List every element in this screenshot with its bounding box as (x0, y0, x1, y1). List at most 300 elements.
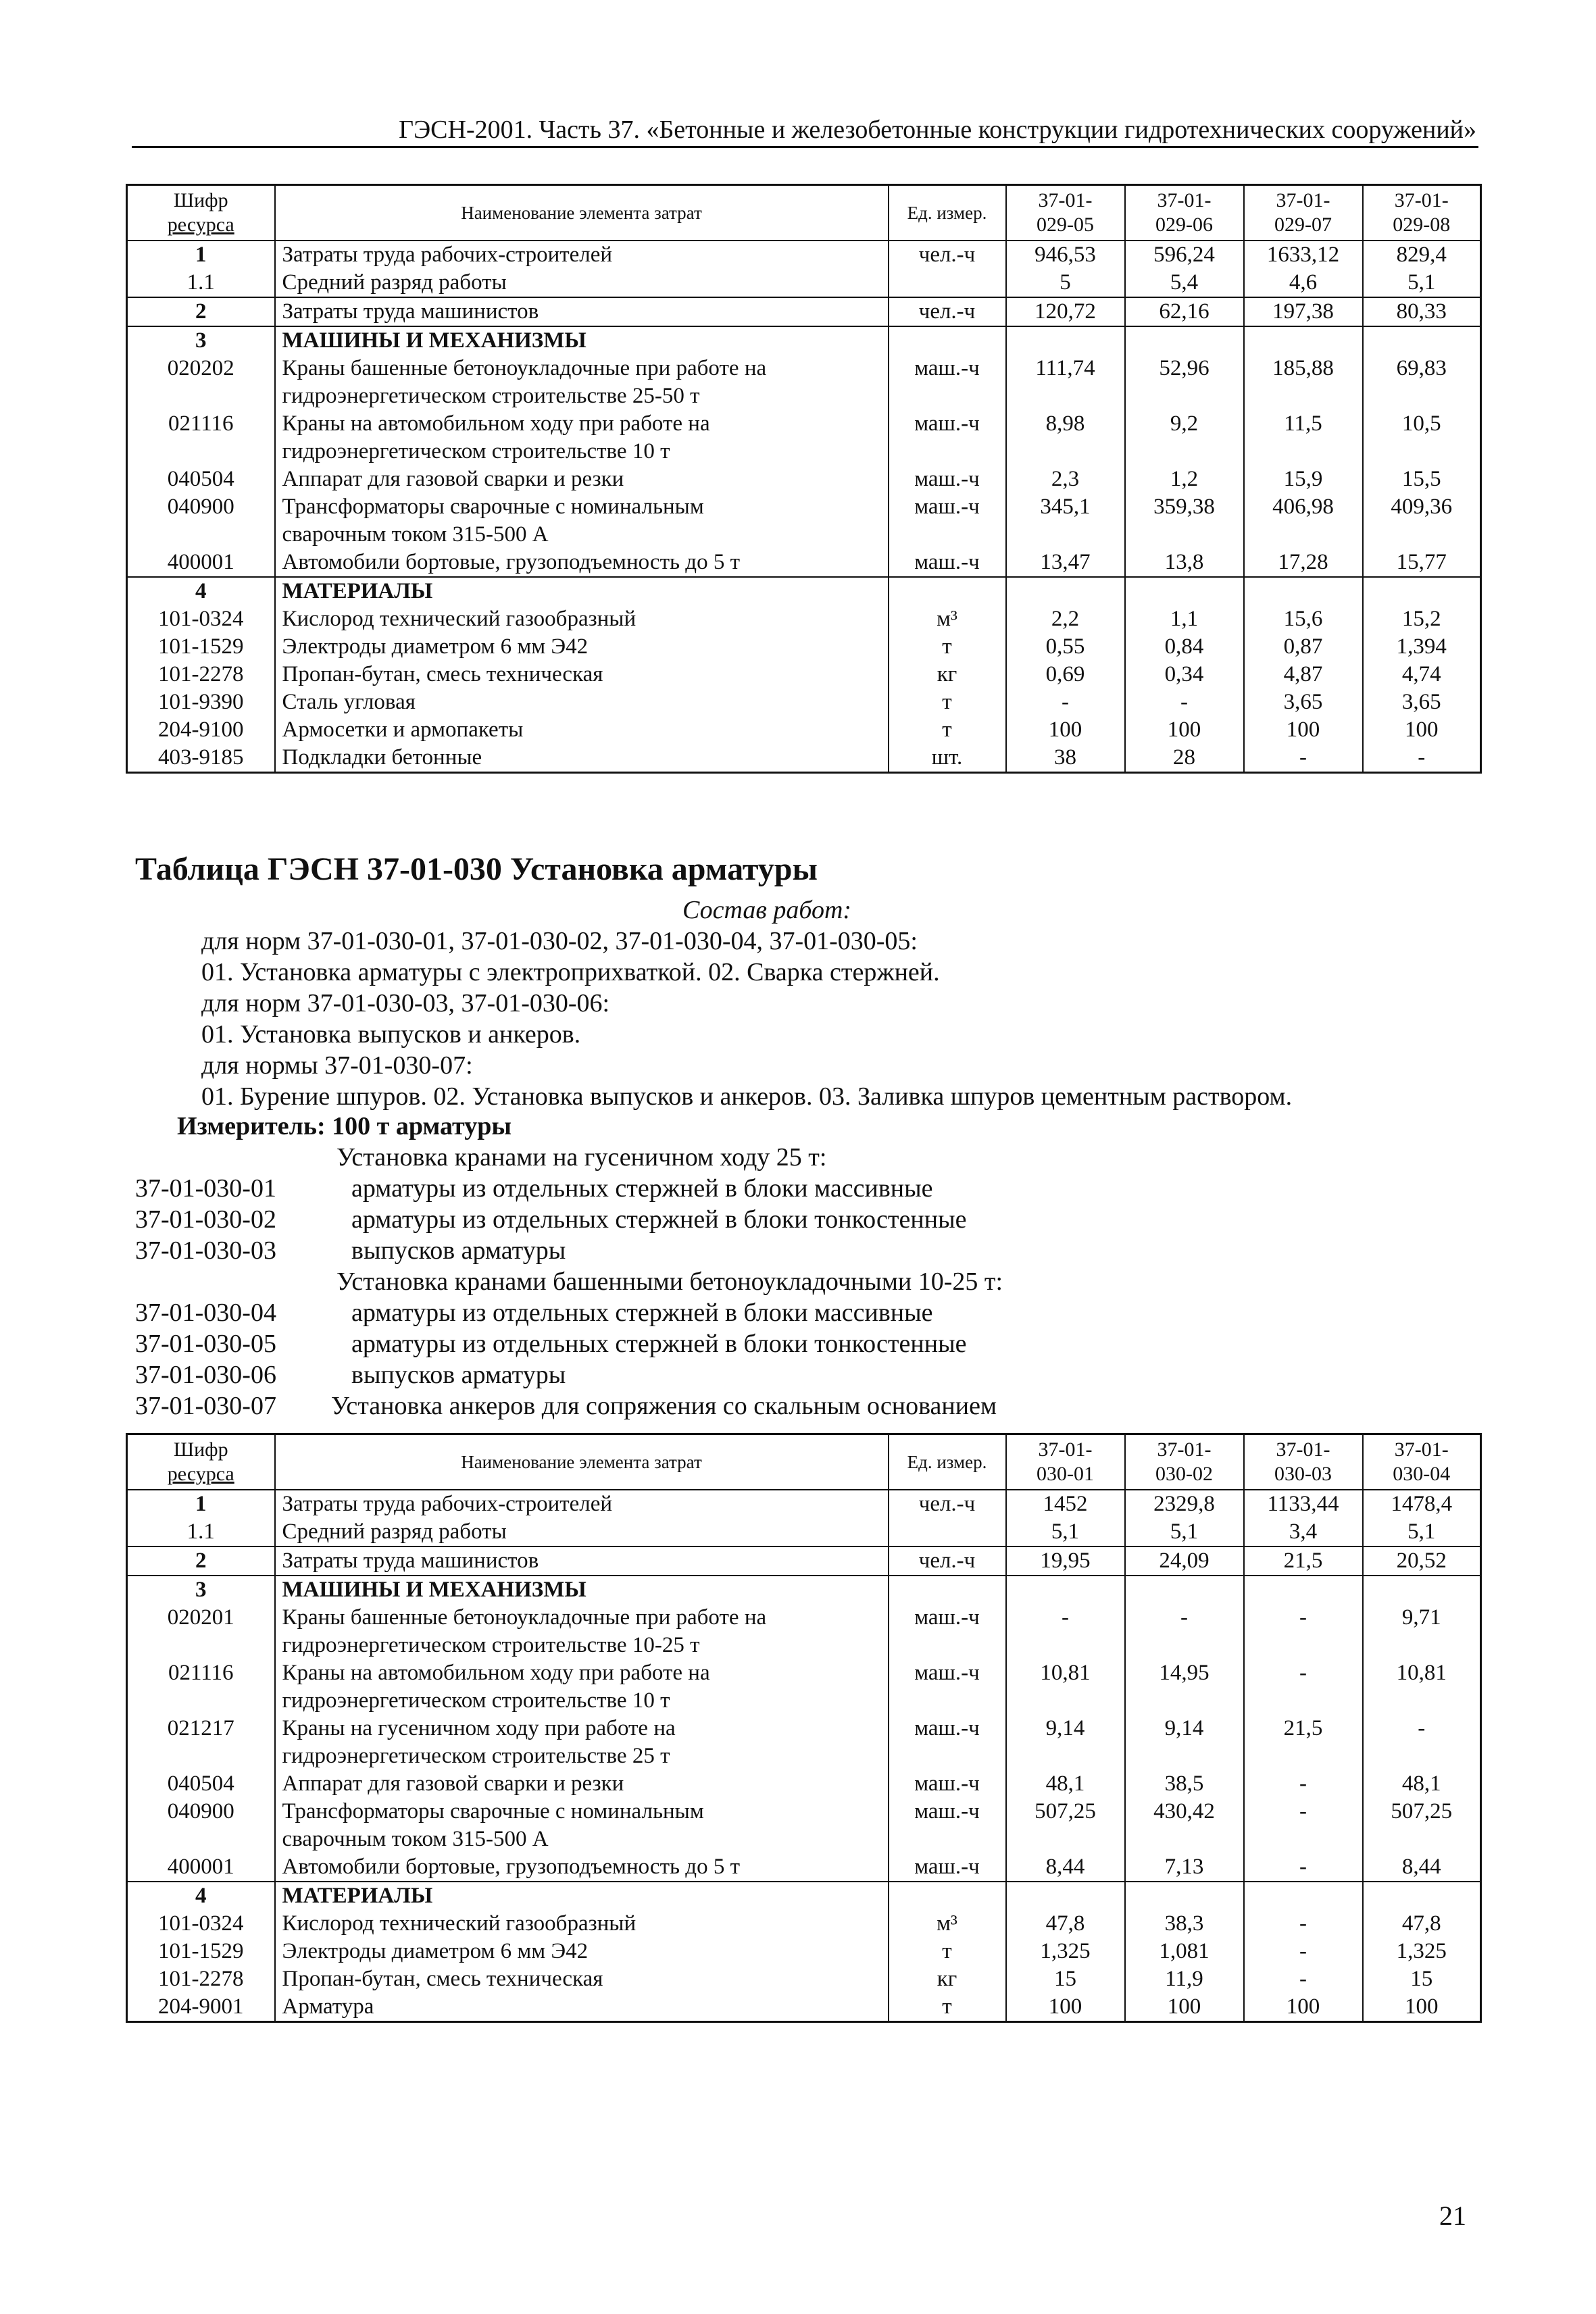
table-row (127, 1518, 1481, 1546)
resource-code: 020202 (127, 355, 275, 410)
norm-value: 100 (1006, 1993, 1125, 2022)
element-name-line: Затраты труда рабочих-строителей (282, 243, 613, 267)
element-name (275, 241, 889, 269)
unit-of-measure (889, 1882, 1006, 1910)
norm-value: 13,8 (1125, 549, 1244, 577)
unit-of-measure: т (889, 716, 1006, 744)
norm-value: 596,24 (1125, 241, 1244, 269)
element-name-line: Автомобили бортовые, грузоподъемность до 5 т (282, 1855, 740, 1879)
norm-value (1363, 1882, 1481, 1910)
norm-value: 100 (1006, 716, 1125, 744)
norm-value: 15,5 (1363, 466, 1481, 493)
norm-value: 3,4 (1244, 1518, 1363, 1546)
element-name (275, 549, 889, 577)
resource-code: 3 (127, 326, 275, 355)
page-number: 21 (1439, 2200, 1466, 2231)
norm-col-l1: 37-01- (1394, 189, 1449, 211)
norm-value: 4,87 (1244, 661, 1363, 688)
header-code-line1: Шифр (173, 1438, 228, 1461)
element-name-line: Электроды диаметром 6 мм Э42 (282, 1939, 589, 1963)
norm-value: 4,6 (1244, 269, 1363, 297)
table-row (127, 688, 1481, 716)
resource-code: 020201 (127, 1604, 275, 1659)
unit-of-measure: маш.-ч (889, 1715, 1006, 1770)
element-name-line: Аппарат для газовой сварки и резки (282, 1771, 624, 1796)
table-body (127, 1490, 1481, 2022)
element-name (275, 1938, 889, 1965)
resource-table-029 (126, 184, 1482, 774)
resource-code: 204-9001 (127, 1993, 275, 2022)
norm-value: 20,52 (1363, 1546, 1481, 1576)
table-row (127, 633, 1481, 661)
resource-code: 101-2278 (127, 1965, 275, 1993)
norm-value: 507,25 (1363, 1798, 1481, 1853)
resource-code: 1 (127, 1490, 275, 1518)
element-name (275, 269, 889, 297)
norm-value: 11,5 (1244, 410, 1363, 466)
resource-code: 101-9390 (127, 688, 275, 716)
element-name-line: Трансформаторы сварочные с номинальным (282, 495, 704, 519)
norm-value: 0,34 (1125, 661, 1244, 688)
norm-value: 1478,4 (1363, 1490, 1481, 1518)
composition-label: Состав работ: (682, 896, 852, 924)
norm-value: 100 (1363, 716, 1481, 744)
norm-description: арматуры из отдельных стержней в блоки тонкостенные (351, 1330, 967, 1358)
table-row (127, 1938, 1481, 1965)
element-name (275, 716, 889, 744)
norm-value: 7,13 (1125, 1853, 1244, 1882)
norm-value: 2329,8 (1125, 1490, 1244, 1518)
element-name (275, 1910, 889, 1938)
resource-code: 021116 (127, 410, 275, 466)
resource-code: 4 (127, 577, 275, 605)
norm-value: 359,38 (1125, 493, 1244, 549)
element-name (275, 633, 889, 661)
table-row (127, 466, 1481, 493)
composition-line: 01. Установка выпусков и анкеров. (201, 1020, 581, 1049)
norm-value (1125, 326, 1244, 355)
norm-value: 11,9 (1125, 1965, 1244, 1993)
element-name-line: Краны на гусеничном ходу при работе на (282, 1716, 676, 1740)
header-norm-col (1125, 185, 1244, 241)
norm-code: 37-01-030-06 (135, 1361, 276, 1389)
element-name-line: сварочным током 315-500 А (282, 522, 549, 547)
norm-value: 2,3 (1006, 466, 1125, 493)
table-row (127, 1770, 1481, 1798)
norm-value: 47,8 (1363, 1910, 1481, 1938)
element-name (275, 1770, 889, 1798)
norm-value (1363, 577, 1481, 605)
norm-value: 946,53 (1006, 241, 1125, 269)
unit-of-measure: маш.-ч (889, 466, 1006, 493)
norm-value: 100 (1244, 716, 1363, 744)
norm-value: 10,81 (1006, 1659, 1125, 1715)
unit-of-measure: маш.-ч (889, 1798, 1006, 1853)
unit-of-measure: чел.-ч (889, 297, 1006, 326)
resource-code: 2 (127, 1546, 275, 1576)
norm-value (1363, 326, 1481, 355)
norm-description: арматуры из отдельных стержней в блоки тонкостенные (351, 1205, 967, 1234)
norm-value: 15,6 (1244, 605, 1363, 633)
unit-of-measure: т (889, 688, 1006, 716)
element-name (275, 744, 889, 773)
norm-col-l1: 37-01- (1394, 1438, 1449, 1461)
norm-value: 21,5 (1244, 1546, 1363, 1576)
norm-value: 1133,44 (1244, 1490, 1363, 1518)
norm-value: 21,5 (1244, 1715, 1363, 1770)
norm-value: 3,65 (1363, 688, 1481, 716)
composition-line: для нормы 37-01-030-07: (201, 1051, 473, 1080)
table-row (127, 326, 1481, 355)
header-norm-col (1363, 185, 1481, 241)
element-name (275, 1882, 889, 1910)
element-name-line: Краны башенные бетоноукладочные при работе на (282, 1605, 767, 1630)
table-row (127, 605, 1481, 633)
norm-value: 100 (1363, 1993, 1481, 2022)
element-name-line: Краны башенные бетоноукладочные при работе на (282, 356, 767, 380)
norm-value: 100 (1125, 716, 1244, 744)
norm-value: 8,44 (1006, 1853, 1125, 1882)
header-norm-col (1006, 1434, 1125, 1490)
norm-value: 38 (1006, 744, 1125, 773)
norm-value: 80,33 (1363, 297, 1481, 326)
norm-value: 9,71 (1363, 1604, 1481, 1659)
resource-code: 2 (127, 297, 275, 326)
norm-value: 48,1 (1006, 1770, 1125, 1798)
table-row (127, 241, 1481, 269)
element-name (275, 577, 889, 605)
norm-value: 1633,12 (1244, 241, 1363, 269)
table-row (127, 1659, 1481, 1715)
element-name (275, 1715, 889, 1770)
section-title: Таблица ГЭСН 37-01-030 Установка арматуры (135, 851, 818, 887)
norm-value: - (1244, 1965, 1363, 1993)
norm-value: 0,84 (1125, 633, 1244, 661)
element-name (275, 466, 889, 493)
norm-value (1125, 577, 1244, 605)
norm-value: 5,1 (1363, 1518, 1481, 1546)
norm-value (1244, 1576, 1363, 1604)
resource-code: 1.1 (127, 1518, 275, 1546)
norm-value: 0,55 (1006, 633, 1125, 661)
norm-code: 37-01-030-01 (135, 1174, 276, 1203)
table-row (127, 1546, 1481, 1576)
norm-value: - (1006, 1604, 1125, 1659)
unit-of-measure (889, 577, 1006, 605)
element-name-line: Автомобили бортовые, грузоподъемность до 5 т (282, 550, 740, 574)
norm-value: 1,1 (1125, 605, 1244, 633)
norm-value: 0,87 (1244, 633, 1363, 661)
unit-of-measure: маш.-ч (889, 493, 1006, 549)
norm-value: 120,72 (1006, 297, 1125, 326)
norm-value (1006, 326, 1125, 355)
table-body (127, 241, 1481, 773)
header-code-line1: Шифр (173, 189, 228, 211)
element-name-line: Пропан-бутан, смесь техническая (282, 662, 603, 686)
element-name-line: гидроэнергетическом строительстве 10-25 т (282, 1633, 700, 1657)
table-row (127, 577, 1481, 605)
norm-col-l2: 030-01 (1037, 1463, 1094, 1485)
norm-value: - (1244, 744, 1363, 773)
element-name-line: МАТЕРИАЛЫ (282, 1884, 433, 1908)
norm-value: 4,74 (1363, 661, 1481, 688)
resource-code: 101-0324 (127, 605, 275, 633)
norm-value: 1,325 (1363, 1938, 1481, 1965)
unit-of-measure: кг (889, 661, 1006, 688)
composition-line: 01. Установка арматуры с электроприхваткой. 02. Сварка стержней. (201, 958, 940, 986)
unit-of-measure: маш.-ч (889, 1853, 1006, 1882)
table-row (127, 1490, 1481, 1518)
norm-value: 1,325 (1006, 1938, 1125, 1965)
element-name-line: гидроэнергетическом строительстве 25 т (282, 1744, 670, 1768)
norm-col-l2: 030-04 (1393, 1463, 1451, 1485)
resource-code: 101-1529 (127, 1938, 275, 1965)
header-unit: Ед. измер. (889, 185, 1006, 241)
running-header: ГЭСН-2001. Часть 37. «Бетонные и железобетонные конструкции гидротехнических сооружений» (399, 116, 1476, 144)
unit-of-measure: маш.-ч (889, 1604, 1006, 1659)
table-row (127, 549, 1481, 577)
unit-of-measure: т (889, 1993, 1006, 2022)
element-name-line: Затраты труда машинистов (282, 1549, 539, 1573)
unit-of-measure: кг (889, 1965, 1006, 1993)
resource-code: 3 (127, 1576, 275, 1604)
unit-of-measure: маш.-ч (889, 549, 1006, 577)
resource-code: 400001 (127, 549, 275, 577)
element-name (275, 1993, 889, 2022)
table-row (127, 493, 1481, 549)
element-name-line: гидроэнергетическом строительстве 25-50 т (282, 384, 700, 408)
composition-line: для норм 37-01-030-01, 37-01-030-02, 37-01-030-04, 37-01-030-05: (201, 927, 918, 955)
unit-of-measure (889, 326, 1006, 355)
element-name-line: Кислород технический газообразный (282, 1911, 637, 1936)
element-name (275, 326, 889, 355)
unit-of-measure: маш.-ч (889, 1659, 1006, 1715)
table-row (127, 716, 1481, 744)
element-name-line: Средний разряд работы (282, 1519, 507, 1544)
norm-value: 15,77 (1363, 549, 1481, 577)
element-name-line: сварочным током 315-500 А (282, 1827, 549, 1851)
norm-description: арматуры из отдельных стержней в блоки массивные (351, 1174, 933, 1203)
table-row (127, 1604, 1481, 1659)
norm-col-l1: 37-01- (1276, 1438, 1330, 1461)
element-name (275, 1546, 889, 1576)
norm-value: - (1363, 1715, 1481, 1770)
norm-value: 47,8 (1006, 1910, 1125, 1938)
norm-value: 69,83 (1363, 355, 1481, 410)
resource-code: 021217 (127, 1715, 275, 1770)
element-name (275, 1490, 889, 1518)
norm-value: 14,95 (1125, 1659, 1244, 1715)
norm-value: 38,3 (1125, 1910, 1244, 1938)
table-row (127, 744, 1481, 773)
header-norm-col (1006, 185, 1125, 241)
element-name (275, 1853, 889, 1882)
norm-value: - (1244, 1853, 1363, 1882)
norm-value (1006, 1882, 1125, 1910)
norm-value: 9,14 (1006, 1715, 1125, 1770)
element-name-line: Подкладки бетонные (282, 745, 482, 770)
norm-value: 5 (1006, 269, 1125, 297)
norm-value: 52,96 (1125, 355, 1244, 410)
element-name (275, 297, 889, 326)
element-name-line: Кислород технический газообразный (282, 607, 637, 631)
norm-value: 1,394 (1363, 633, 1481, 661)
norm-col-l2: 029-06 (1155, 213, 1213, 236)
norm-description: выпусков арматуры (351, 1236, 566, 1265)
unit-of-measure: т (889, 1938, 1006, 1965)
norm-value: - (1244, 1938, 1363, 1965)
norm-value: 9,14 (1125, 1715, 1244, 1770)
resource-code: 1 (127, 241, 275, 269)
norm-col-l2: 029-07 (1274, 213, 1332, 236)
header-element-name: Наименование элемента затрат (275, 1434, 889, 1490)
unit-of-measure: чел.-ч (889, 1490, 1006, 1518)
norm-value: 5,1 (1006, 1518, 1125, 1546)
norm-value (1006, 577, 1125, 605)
element-name (275, 605, 889, 633)
norm-value (1244, 326, 1363, 355)
element-name (275, 1965, 889, 1993)
header-element-name: Наименование элемента затрат (275, 185, 889, 241)
norm-value: 100 (1244, 1993, 1363, 2022)
norm-value (1363, 1576, 1481, 1604)
norm-value: 15 (1006, 1965, 1125, 1993)
norm-value: 5,1 (1363, 269, 1481, 297)
unit-of-measure: маш.-ч (889, 1770, 1006, 1798)
header-rule (132, 146, 1478, 148)
element-name-line: МАШИНЫ И МЕХАНИЗМЫ (282, 1578, 587, 1602)
norm-value: - (1244, 1604, 1363, 1659)
resource-code: 400001 (127, 1853, 275, 1882)
unit-of-measure: м³ (889, 1910, 1006, 1938)
table-row (127, 1965, 1481, 1993)
norm-value: 15,9 (1244, 466, 1363, 493)
norm-code: 37-01-030-04 (135, 1299, 276, 1327)
norm-value: - (1125, 1604, 1244, 1659)
unit-of-measure: маш.-ч (889, 355, 1006, 410)
norm-value: 5,4 (1125, 269, 1244, 297)
resource-code: 403-9185 (127, 744, 275, 773)
norm-value: - (1244, 1659, 1363, 1715)
norm-value: 406,98 (1244, 493, 1363, 549)
table-row (127, 297, 1481, 326)
norm-value: 13,47 (1006, 549, 1125, 577)
norm-value: - (1244, 1770, 1363, 1798)
norm-code: 37-01-030-05 (135, 1330, 276, 1358)
table-row (127, 1910, 1481, 1938)
norm-description: выпусков арматуры (351, 1361, 566, 1389)
norm-value: 1452 (1006, 1490, 1125, 1518)
resource-code: 1.1 (127, 269, 275, 297)
header-code-line2: ресурса (167, 1463, 234, 1485)
norm-value: 28 (1125, 744, 1244, 773)
table-row (127, 1715, 1481, 1770)
table-row (127, 269, 1481, 297)
norm-value: 1,081 (1125, 1938, 1244, 1965)
unit-of-measure: чел.-ч (889, 241, 1006, 269)
norm-col-l2: 030-03 (1274, 1463, 1332, 1485)
norm-value: 111,74 (1006, 355, 1125, 410)
norm-code: 37-01-030-07 (135, 1392, 276, 1420)
norm-value: 15,2 (1363, 605, 1481, 633)
table-row (127, 1882, 1481, 1910)
element-name-line: Арматура (282, 1994, 374, 2019)
norm-value: - (1125, 688, 1244, 716)
element-name-line: гидроэнергетическом строительстве 10 т (282, 439, 670, 463)
measure-unit: Измеритель: 100 т арматуры (177, 1112, 512, 1140)
norm-value (1006, 1576, 1125, 1604)
norm-col-l1: 37-01- (1276, 189, 1330, 211)
resource-code: 040900 (127, 1798, 275, 1853)
norm-description: арматуры из отдельных стержней в блоки массивные (351, 1299, 933, 1327)
table-row (127, 1993, 1481, 2022)
element-name-line: Средний разряд работы (282, 270, 507, 295)
resource-code: 101-1529 (127, 633, 275, 661)
norm-value: - (1244, 1910, 1363, 1938)
norm-col-l1: 37-01- (1157, 1438, 1212, 1461)
element-name-line: Аппарат для газовой сварки и резки (282, 467, 624, 491)
header-norm-col (1363, 1434, 1481, 1490)
norm-value (1125, 1576, 1244, 1604)
resource-table-030 (126, 1433, 1482, 2023)
resource-code: 040504 (127, 466, 275, 493)
norm-value: 430,42 (1125, 1798, 1244, 1853)
norm-value: 38,5 (1125, 1770, 1244, 1798)
header-norm-col (1244, 1434, 1363, 1490)
norm-col-l1: 37-01- (1038, 1438, 1093, 1461)
norm-value: 197,38 (1244, 297, 1363, 326)
element-name-line: гидроэнергетическом строительстве 10 т (282, 1688, 670, 1713)
element-name (275, 1576, 889, 1604)
header-resource-code (127, 185, 275, 241)
norm-value: 62,16 (1125, 297, 1244, 326)
norm-col-l2: 029-05 (1037, 213, 1094, 236)
norm-value: 10,5 (1363, 410, 1481, 466)
element-name (275, 661, 889, 688)
element-name (275, 410, 889, 466)
norm-code: 37-01-030-03 (135, 1236, 276, 1265)
unit-of-measure (889, 1576, 1006, 1604)
header-norm-col (1244, 185, 1363, 241)
element-name-line: Краны на автомобильном ходу при работе на (282, 411, 710, 436)
norm-value (1125, 1882, 1244, 1910)
table-row (127, 1576, 1481, 1604)
element-name-line: Армосетки и армопакеты (282, 718, 524, 742)
table-row (127, 661, 1481, 688)
norm-value: - (1244, 1798, 1363, 1853)
element-name (275, 1659, 889, 1715)
element-name (275, 688, 889, 716)
norm-value: 409,36 (1363, 493, 1481, 549)
unit-of-measure: шт. (889, 744, 1006, 773)
norm-value: 19,95 (1006, 1546, 1125, 1576)
norm-value: 24,09 (1125, 1546, 1244, 1576)
element-name-line: Пропан-бутан, смесь техническая (282, 1967, 603, 1991)
element-name-line: Электроды диаметром 6 мм Э42 (282, 634, 589, 659)
table-row (127, 410, 1481, 466)
resource-code: 101-0324 (127, 1910, 275, 1938)
group-heading: Установка кранами на гусеничном ходу 25 т: (336, 1143, 827, 1172)
unit-of-measure (889, 269, 1006, 297)
norm-col-l1: 37-01- (1157, 189, 1212, 211)
table-row (127, 1798, 1481, 1853)
composition-line: 01. Бурение шпуров. 02. Установка выпусков и анкеров. 03. Заливка шпуров цементным раствором. (201, 1082, 1293, 1111)
header-code-line2: ресурса (167, 213, 234, 236)
norm-value: 345,1 (1006, 493, 1125, 549)
norm-value (1244, 577, 1363, 605)
resource-code: 4 (127, 1882, 275, 1910)
norm-col-l1: 37-01- (1038, 189, 1093, 211)
